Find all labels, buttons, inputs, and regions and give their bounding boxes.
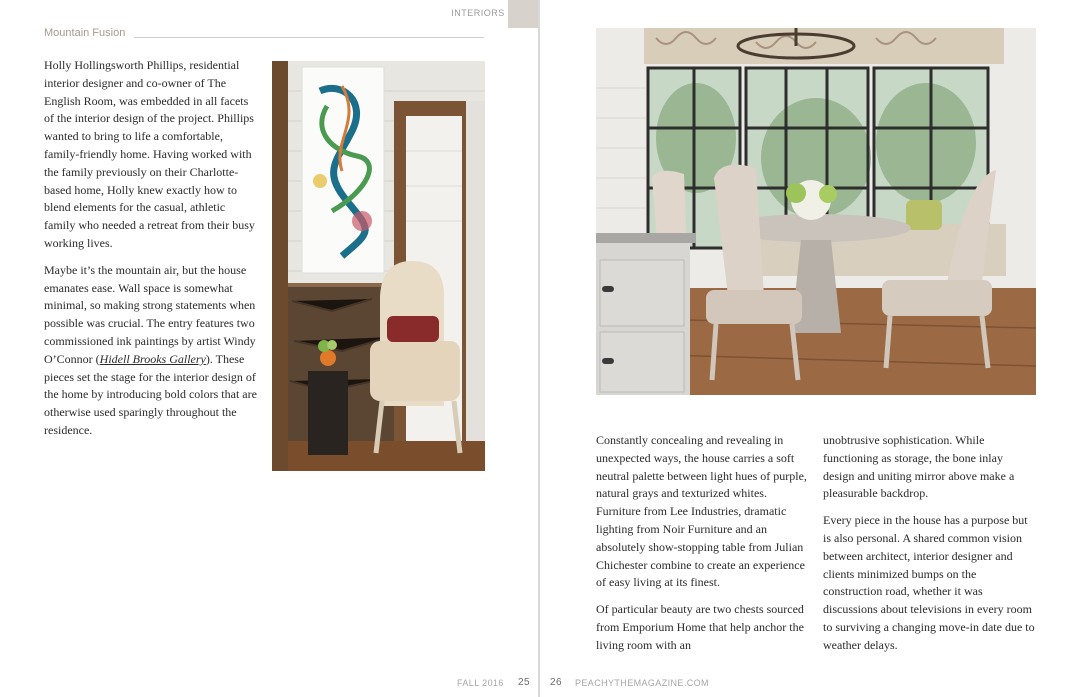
section-label: INTERIORS (451, 8, 505, 18)
article-column-left (44, 57, 258, 449)
gallery-link[interactable]: Hidell Brooks Gallery (99, 351, 206, 366)
running-head: Mountain Fusion (44, 27, 126, 39)
paragraph: unobtrusive sophistication. While functioning as storage, the bone inlay design and uniting mirror above make a pleasurable backdrop. (823, 433, 1015, 501)
paragraph-text: ). These pieces set the stage for the interior design of the home by introducing bold colors that are otherwise used sparingly throughout the residence. (44, 351, 257, 437)
folio-issue: FALL 2016 (457, 678, 504, 688)
paragraph: Constantly concealing and revealing in unexpected ways, the house carries a soft neutral palette between light hues of purple, natural grays and texturized whites. Furniture from Lee Industries, dramatic lighting from Noir Furniture and an absolutely show-stopping table from Julian Chichester combine to create an experience of easy living at its finest. (596, 433, 807, 590)
paragraph: Holly Hollingsworth Phillips, residential interior designer and co-owner of The English Room, was embedded in all facets of the interior design of the project. Phillips wanted to bring to life a comfortable, family-friendly home. Having worked with the family previously on their Charlotte-based home, Holly knew exactly how to blend elements for the casual, athletic family who needed a retreat from their busy working lives. (44, 58, 255, 250)
paragraph: Of particular beauty are two chests sourced from Emporium Home that help anchor the living room with an (596, 602, 804, 652)
article-column-right-b (823, 432, 1035, 664)
article-column-right-a (596, 432, 808, 664)
paragraph-text: Maybe it’s the mountain air, but the house emanates ease. Wall space is somewhat minimal, so making strong statements when possible was crucial. The entry features two commissioned ink paintings by artist Windy O’Connor ( (44, 262, 256, 366)
left-page (0, 0, 539, 697)
header-rule (134, 37, 484, 38)
paragraph (44, 262, 258, 440)
entry-photo (272, 61, 485, 471)
page-number-left: 25 (518, 677, 530, 688)
breakfast-nook-photo (596, 28, 1036, 395)
folio-website: PEACHYTHEMAGAZINE.COM (575, 678, 709, 688)
page-number-right: 26 (550, 677, 562, 688)
paragraph: Every piece in the house has a purpose but is also personal. A shared common vision between architect, interior designer and clients minimized bumps on the construction road, whether it was discussions about televisions in every room to surviving a changing move-in date due to weather delays. (823, 513, 1035, 652)
section-tab-block (508, 0, 538, 28)
